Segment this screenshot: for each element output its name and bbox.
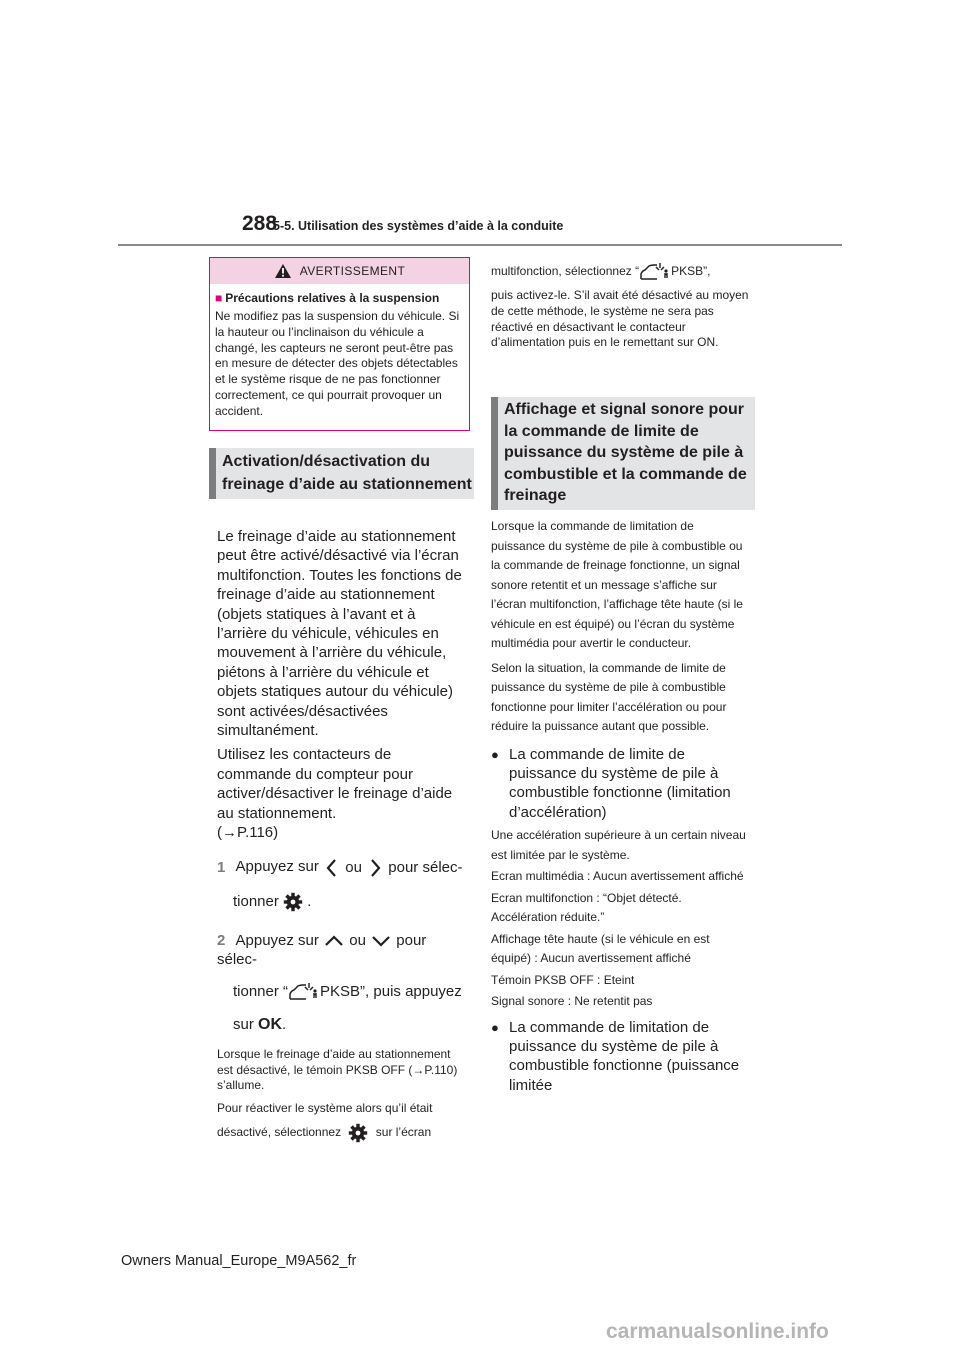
parking-support-brake-icon bbox=[639, 262, 671, 282]
b1-line-6: Signal sonore : Ne retentit pas bbox=[491, 994, 653, 1009]
paragraph-intro: Le freinage d’aide au stationnement peut être activé/désactivé via l’écran multifonction. Toutes les fonctions de freinage d’aide au stationnement (objets statiques à l’avant et à l’arrière du véhicule, véhicules en mouvement à l’arrière du véhicule, piétons à l’arrière du véhicule et objets statiques autour du véhicule) sont activées/désactivées simultanément. bbox=[217, 528, 462, 740]
step-1-text-b: pour sélec- bbox=[388, 858, 463, 876]
ok-button-label: OK bbox=[258, 1016, 283, 1034]
paragraph-switches-text: Utilisez les contacteurs de commande du compteur pour activer/désactiver le freinage d’aide au stationnement. bbox=[217, 746, 453, 822]
paragraph-situation: Selon la situation, la commande de limite de puissance du système de pile à combustible fonctionne pour limiter l’accélération ou pour réduire la puissance autant que possible. bbox=[491, 660, 727, 733]
left-column bbox=[217, 527, 469, 1143]
step-1-cont bbox=[217, 892, 469, 912]
warning-label: AVERTISSEMENT bbox=[299, 264, 406, 278]
step-number: 2 bbox=[217, 931, 226, 949]
step-2-text-e: sur bbox=[233, 1016, 254, 1034]
manual-footer: Owners Manual_Europe_M9A562_fr bbox=[121, 1253, 357, 1269]
b1-line-1: Une accélération supérieure à un certain niveau est limitée par le système. bbox=[491, 828, 746, 862]
note-pksb-off: Lorsque le freinage d’aide au stationnement est désactivé, le témoin PKSB OFF (→P.110) s’allume. bbox=[217, 1046, 458, 1093]
note-reactivate: Pour réactiver le système alors qu’il était bbox=[217, 1101, 433, 1116]
bullet-acceleration-limit: ● La commande de limite de puissance du système de pile à combustible fonctionne (limitation d’accélération) bbox=[491, 745, 749, 823]
step-2-or: ou bbox=[349, 931, 366, 949]
step-1-text-a: Appuyez sur bbox=[235, 858, 319, 876]
step-2-text-c: tionner “ bbox=[233, 983, 289, 1001]
step-2-cont-2 bbox=[217, 1015, 469, 1034]
warning-text: Ne modifiez pas la suspension du véhicule. Si la hauteur ou l’inclinaison du véhicule a changé, les capteurs ne seront peut-être pas en mesure de détecter des objets détectables et le système risque de ne pas fonctionner correctement, ce qui pourrait provoquer un accident. bbox=[215, 309, 460, 418]
square-bullet-icon: ■ bbox=[215, 291, 223, 305]
step-1-or: ou bbox=[345, 858, 362, 876]
step-2-text-b: pour sélec- bbox=[217, 931, 427, 968]
step-number: 1 bbox=[217, 858, 226, 876]
header-divider bbox=[118, 244, 842, 246]
step-1-end: . bbox=[307, 892, 312, 910]
warning-title bbox=[215, 290, 463, 306]
b1-line-5: Témoin PKSB OFF : Eteint bbox=[491, 972, 635, 987]
step-2-cont bbox=[217, 982, 469, 1002]
chevron-down-icon bbox=[370, 932, 392, 950]
step-1-text-c: tionner bbox=[233, 892, 279, 910]
gear-icon bbox=[283, 892, 303, 912]
b1-line-2: Ecran multimédia : Aucun avertissement affiché bbox=[491, 869, 744, 884]
section-title: 5-5. Utilisation des systèmes d’aide à la conduite bbox=[273, 219, 564, 233]
warning-title-text: Précautions relatives à la suspension bbox=[225, 291, 440, 305]
continued-text-1b: PKSB”, bbox=[671, 264, 711, 279]
bullet-power-limit: ● La commande de limitation de puissance du système de pile à combustible fonctionne (puissance limitée bbox=[491, 1018, 749, 1096]
right-column-body bbox=[491, 517, 749, 1095]
chevron-right-icon bbox=[366, 857, 384, 879]
chevron-left-icon bbox=[323, 857, 341, 879]
warning-header bbox=[210, 258, 469, 284]
site-watermark: carmanualsonline.info bbox=[606, 1320, 829, 1343]
section-heading-display-sound: Affichage et signal sonore pour la commande de limite de puissance du système de pile à combustible et la commande de freinage bbox=[491, 397, 755, 510]
section-heading-parking-brake: Activation/désactivation du freinage d’aide au stationnement bbox=[209, 448, 474, 499]
b1-line-3: Ecran multifonction : “Objet détecté. Accélération réduite.” bbox=[491, 890, 682, 925]
gear-icon bbox=[348, 1123, 368, 1143]
b1-line-4: Affichage tête haute (si le véhicule en est équipé) : Aucun avertissement affiché bbox=[491, 931, 710, 966]
chevron-up-icon bbox=[323, 932, 345, 950]
note-reactivate-text-b: sur l’écran bbox=[375, 1124, 432, 1139]
continued-text-1a: multifonction, sélectionnez “ bbox=[491, 264, 640, 279]
page-number: 288 bbox=[242, 212, 278, 235]
right-column-top bbox=[491, 262, 749, 351]
page-reference-link[interactable]: (→P.116) bbox=[217, 824, 279, 842]
note-reactivate-text-a: désactivé, sélectionnez bbox=[217, 1124, 342, 1139]
step-1 bbox=[217, 857, 469, 879]
warning-triangle-icon bbox=[274, 263, 292, 279]
warning-box bbox=[209, 257, 470, 431]
paragraph-switches bbox=[217, 745, 469, 842]
warning-body bbox=[210, 284, 469, 420]
note-reactivate-2 bbox=[217, 1123, 469, 1143]
step-2-text-d: PKSB”, puis appuyez bbox=[320, 983, 462, 1001]
continued-text-2: puis activez-le. S’il avait été désactivé au moyen de cette méthode, le système ne sera pas réactivé en désactivant le contacteur d’alimentation puis en le remettant sur ON. bbox=[491, 288, 749, 350]
step-2 bbox=[217, 931, 469, 970]
paragraph-warning-display: Lorsque la commande de limitation de puissance du système de pile à combustible ou la commande de freinage fonctionne, un signal sonore retentit et un message s’affiche sur l’écran multifonction, l’affichage tête haute (si le véhicule en est équipé) ou l’écran du système multimédia pour avertir le conducteur. bbox=[491, 519, 743, 650]
parking-support-brake-icon bbox=[288, 982, 320, 1002]
continued-text-1 bbox=[491, 262, 749, 282]
step-2-end: . bbox=[282, 1016, 287, 1034]
step-2-text-a: Appuyez sur bbox=[235, 931, 319, 949]
